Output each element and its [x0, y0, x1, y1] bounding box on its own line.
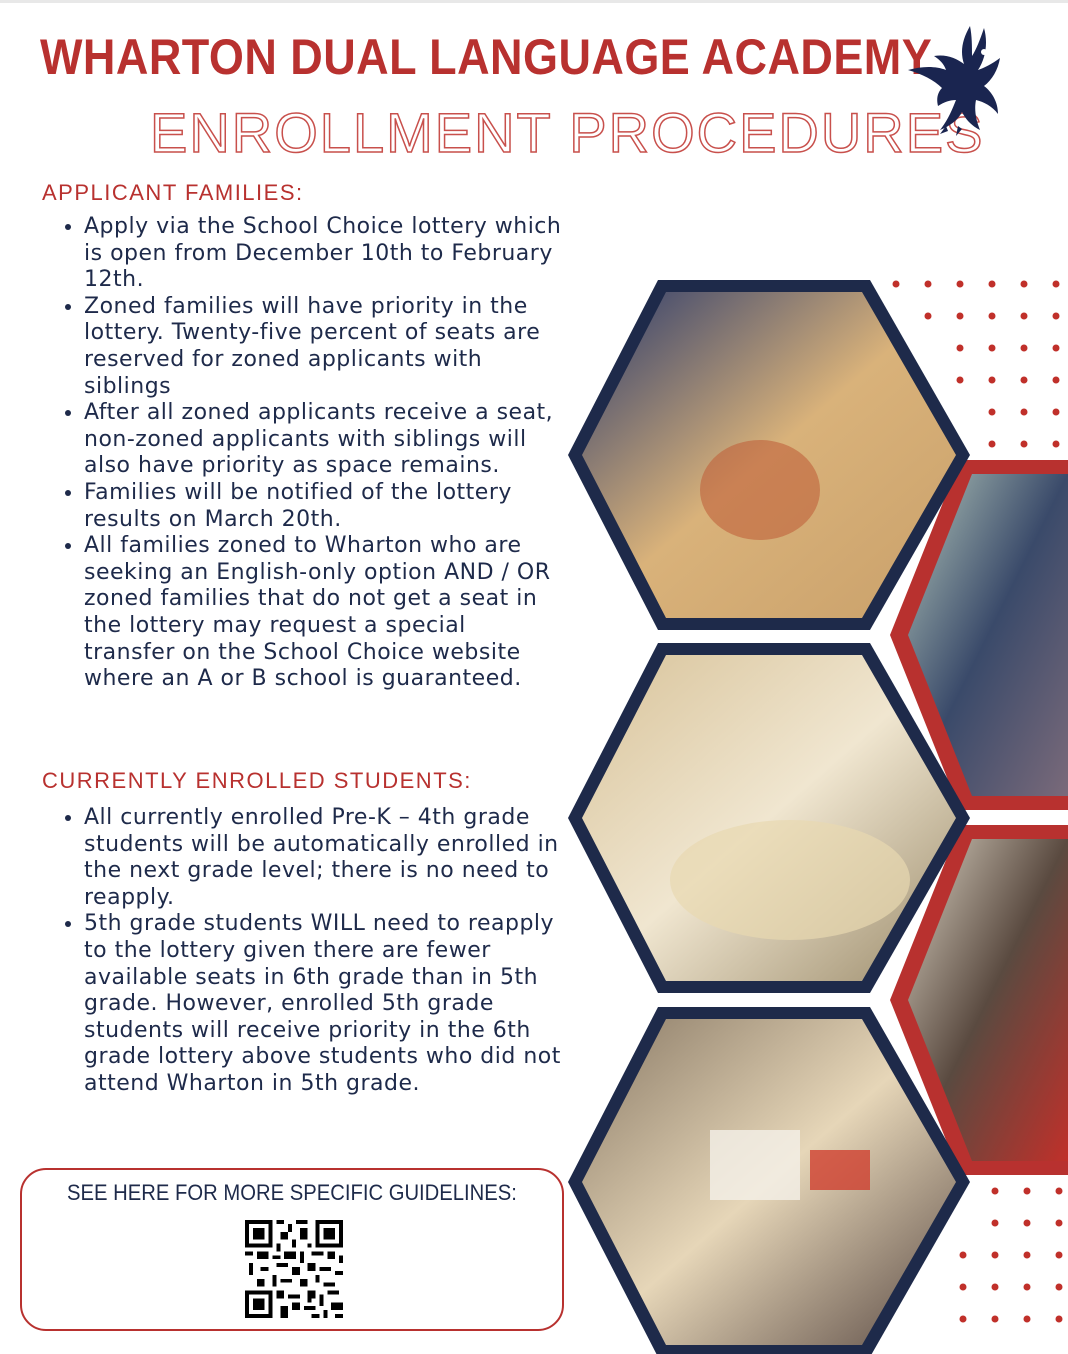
- list-item: • After all zoned applicants receive a seat, non-zoned applicants with siblings will also have priority as space remains.: [84, 400, 564, 480]
- guidelines-box: [20, 1168, 564, 1331]
- list-item: • 5th grade students WILL need to reapply to the lottery given there are fewer available seats in 6th grade than in 5th grade. However, enrolled 5th grade students will receive priority in the 6th grade lottery above students who did not attend Wharton in 5th grade.: [84, 911, 564, 1097]
- list-item: • All currently enrolled Pre-K – 4th grade students will be automatically enrolled in the next grade level; there is no need to reapply.: [84, 805, 564, 911]
- page-title: ENROLLMENT PROCEDURES: [150, 101, 985, 164]
- list-item: • Families will be notified of the lottery results on March 20th.: [84, 480, 564, 533]
- list-item: • Zoned families will have priority in the lottery. Twenty-five percent of seats are reserved for zoned applicants with siblings: [84, 294, 564, 400]
- eagle-icon: [900, 22, 1010, 142]
- list-item: • Apply via the School Choice lottery which is open from December 10th to February 12th.: [84, 214, 564, 294]
- guidelines-label: SEE HERE FOR MORE SPECIFIC GUIDELINES:: [67, 1180, 517, 1205]
- dot-pattern: [888, 276, 1068, 466]
- enrolled-list: [50, 805, 564, 1098]
- enrolled-students-heading: CURRENTLY ENROLLED STUDENTS:: [42, 768, 472, 793]
- qr-code-icon[interactable]: [245, 1220, 343, 1318]
- school-name: WHARTON DUAL LANGUAGE ACADEMY: [40, 29, 933, 85]
- applicant-list: [50, 214, 564, 693]
- top-divider: [0, 0, 1068, 3]
- applicant-families-heading: APPLICANT FAMILIES:: [42, 180, 304, 205]
- list-item: • All families zoned to Wharton who are seeking an English-only option AND / OR zoned families that do not get a seat in the lottery may request a special transfer on the School Choice website where an A or B school is guaranteed.: [84, 533, 564, 693]
- dot-pattern: [955, 1183, 1068, 1343]
